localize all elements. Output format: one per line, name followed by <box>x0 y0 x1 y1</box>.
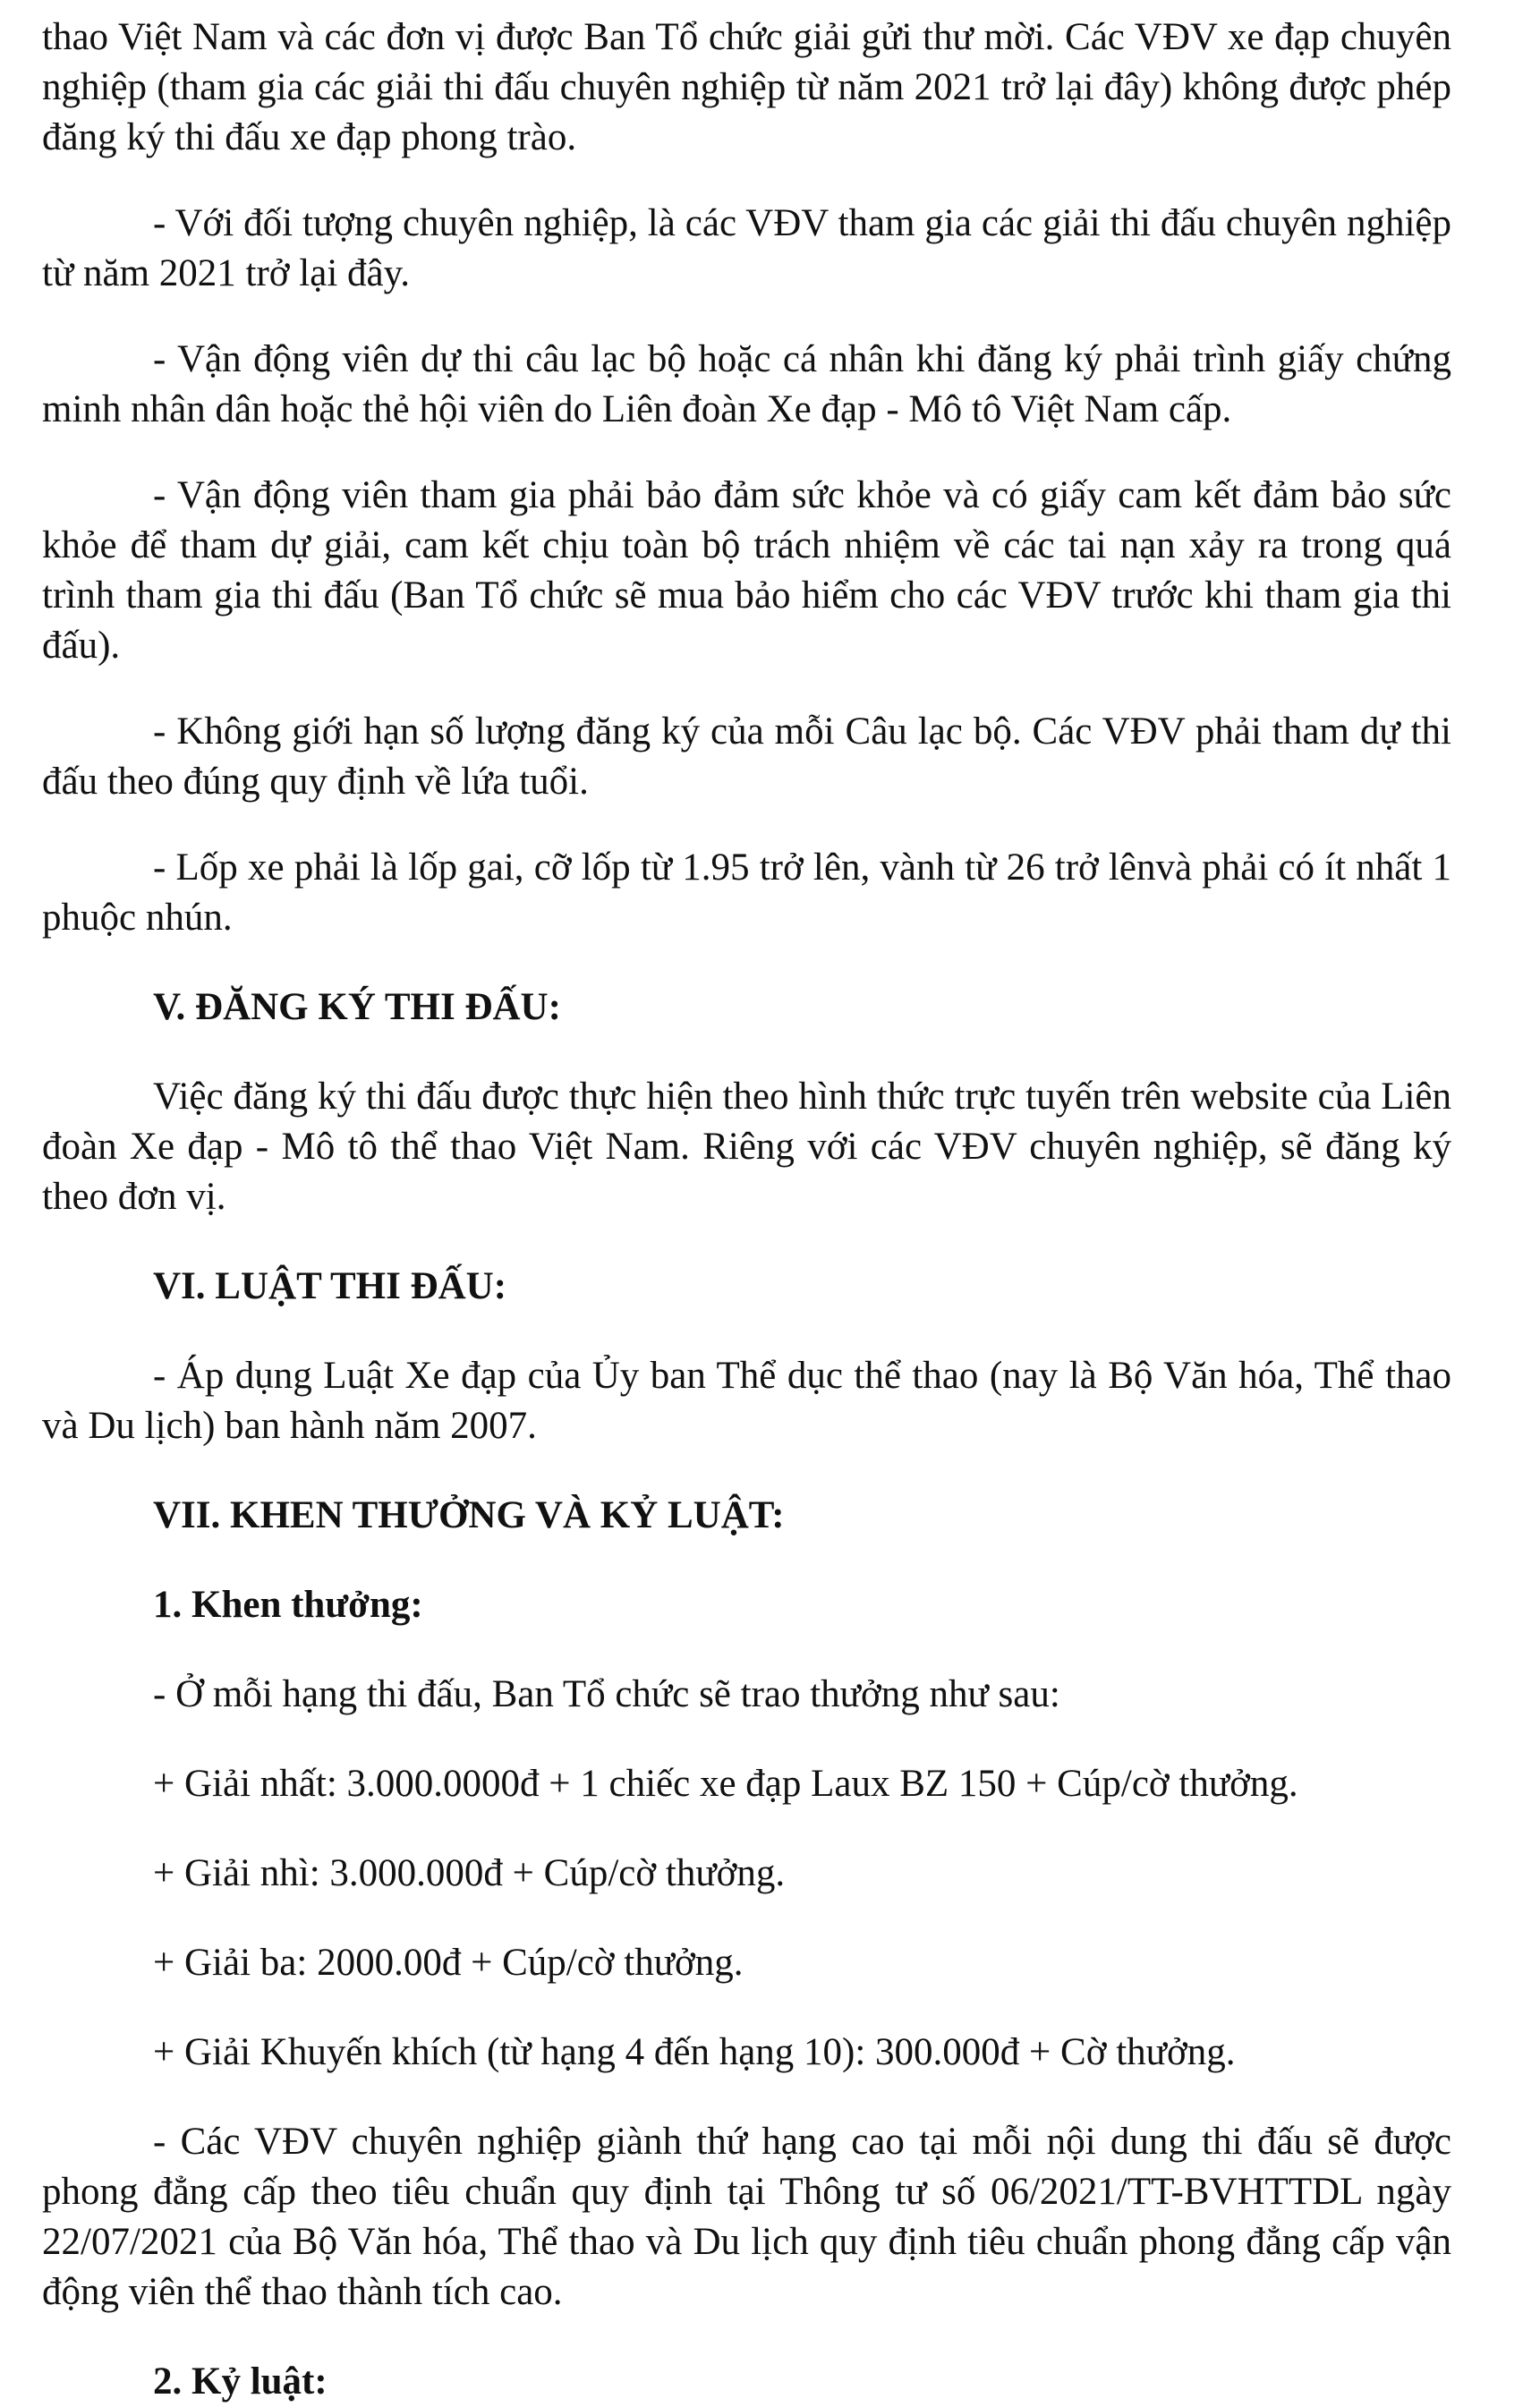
prize-second: + Giải nhì: 3.000.000đ + Cúp/cờ thưởng. <box>153 1852 786 1894</box>
paragraph-awards-intro: - Ở mỗi hạng thi đấu, Ban Tổ chức sẽ trao thưởng như sau: <box>153 1673 1060 1715</box>
paragraph-ranking-promotion: - Các VĐV chuyên nghiệp giành thứ hạng cao tại mỗi nội dung thi đấu sẽ được phong đẳng cấp theo tiêu chuẩn quy định tại Thông tư số 06/2021/TT-BVHTTDL ngày 22/07/2021 của Bộ Văn hóa, Thể thao và Du lịch quy định tiêu chuẩn phong đẳng cấp vận động viên thể thao thành tích cao. <box>42 2121 1451 2313</box>
paragraph-registration-limit: - Không giới hạn số lượng đăng ký của mỗi Câu lạc bộ. Các VĐV phải tham dự thi đấu theo đúng quy định về lứa tuổi. <box>42 710 1451 803</box>
paragraph-professional: - Với đối tượng chuyên nghiệp, là các VĐV tham gia các giải thi đấu chuyên nghiệp từ năm 2021 trở lại đây. <box>42 202 1451 294</box>
paragraph-tire-rules: - Lốp xe phải là lốp gai, cỡ lốp từ 1.95 trở lên, vành từ 26 trở lênvà phải có ít nhất 1 phuộc nhún. <box>42 846 1451 939</box>
section-heading-registration: V. ĐĂNG KÝ THI ĐẤU: <box>153 986 561 1028</box>
section-heading-rewards-discipline: VII. KHEN THƯỞNG VÀ KỶ LUẬT: <box>153 1494 785 1536</box>
document-page <box>42 13 1451 2407</box>
prize-first: + Giải nhất: 3.000.0000đ + 1 chiếc xe đạp Laux BZ 150 + Cúp/cờ thưởng. <box>153 1763 1298 1805</box>
prize-third: + Giải ba: 2000.00đ + Cúp/cờ thưởng. <box>153 1942 744 1984</box>
paragraph-id-requirement: - Vận động viên dự thi câu lạc bộ hoặc cá nhân khi đăng ký phải trình giấy chứng minh nhân dân hoặc thẻ hội viên do Liên đoàn Xe đạp - Mô tô Việt Nam cấp. <box>42 338 1451 430</box>
paragraph-invitation: thao Việt Nam và các đơn vị được Ban Tổ chức giải gửi thư mời. Các VĐV xe đạp chuyên nghiệp (tham gia các giải thi đấu chuyên nghiệp từ năm 2021 trở lại đây) không được phép đăng ký thi đấu xe đạp phong trào. <box>42 16 1451 158</box>
subsection-heading-rewards: 1. Khen thưởng: <box>153 1584 423 1626</box>
paragraph-online-registration: Việc đăng ký thi đấu được thực hiện theo hình thức trực tuyến trên website của Liên đoàn Xe đạp - Mô tô thể thao Việt Nam. Riêng với các VĐV chuyên nghiệp, sẽ đăng ký theo đơn vị. <box>42 1076 1451 1218</box>
prize-encouragement: + Giải Khuyến khích (từ hạng 4 đến hạng 10): 300.000đ + Cờ thưởng. <box>153 2031 1236 2073</box>
paragraph-cycling-law: - Áp dụng Luật Xe đạp của Ủy ban Thể dục thể thao (nay là Bộ Văn hóa, Thể thao và Du lịch) ban hành năm 2007. <box>42 1355 1451 1447</box>
paragraph-health: - Vận động viên tham gia phải bảo đảm sức khỏe và có giấy cam kết đảm bảo sức khỏe để tham dự giải, cam kết chịu toàn bộ trách nhiệm về các tai nạn xảy ra trong quá trình tham gia thi đấu (Ban Tổ chức sẽ mua bảo hiểm cho các VĐV trước khi tham gia thi đấu). <box>42 474 1451 667</box>
subsection-heading-discipline: 2. Kỷ luật: <box>153 2360 328 2403</box>
section-heading-rules: VI. LUẬT THI ĐẤU: <box>153 1265 507 1307</box>
